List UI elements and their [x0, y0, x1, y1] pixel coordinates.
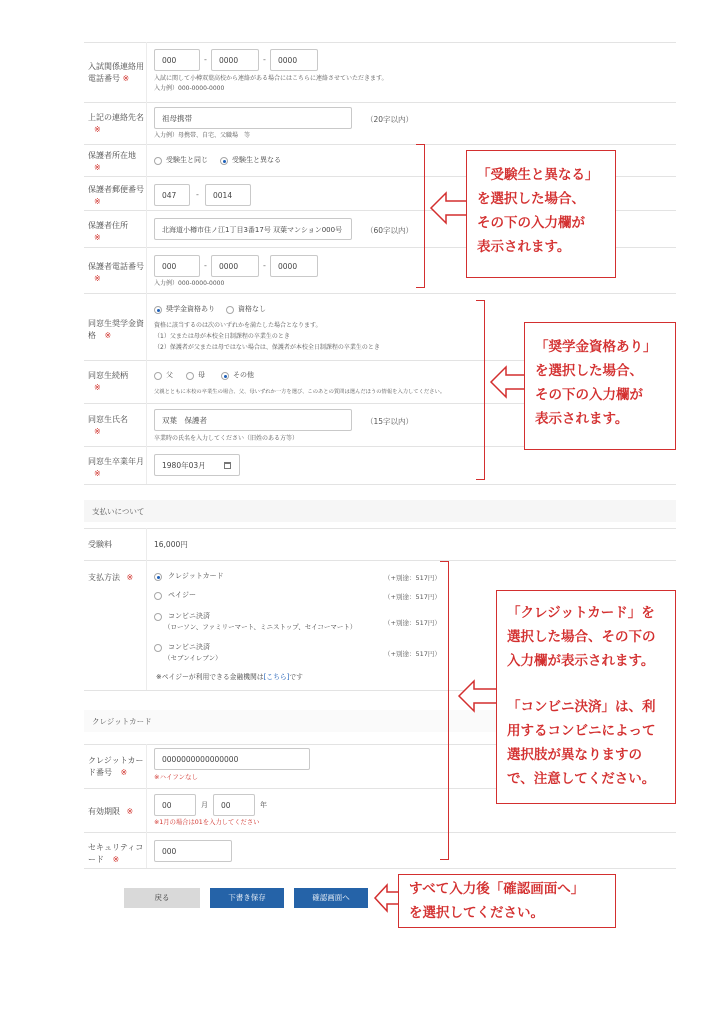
- column-divider: [146, 744, 147, 868]
- card-number-input[interactable]: 0000000000000000: [154, 748, 310, 770]
- scholarship-condition-1: （1）父または母が本校全日制課程の卒業生のとき: [154, 333, 290, 340]
- required-mark: ※: [126, 807, 134, 816]
- arrow-left-icon: [458, 680, 498, 712]
- guardian-different-radio[interactable]: [220, 157, 228, 165]
- scholarship-note: 資格に該当するのは次のいずれかを満たした場合となります。: [154, 322, 322, 329]
- payment-credit-label: クレジットカード: [168, 572, 224, 580]
- guardian-address-input[interactable]: 北海道小樽市住ノ江1丁目3番17号 双葉マンション000号: [154, 218, 352, 240]
- expiry-year-unit: 年: [260, 801, 267, 809]
- payment-seven-fee: （+別途：517円）: [384, 650, 441, 658]
- card-number-label: クレジットカー ド番号 ※: [88, 756, 144, 777]
- calendar-icon[interactable]: [224, 462, 231, 469]
- required-mark: ※: [94, 197, 101, 206]
- expiry-month-input[interactable]: 00: [154, 794, 196, 816]
- annotation-bracket: [416, 144, 425, 288]
- guardian-phone-part2-input[interactable]: 0000: [211, 255, 259, 277]
- relation-father-label: 父: [166, 371, 173, 379]
- required-mark: ※: [122, 74, 130, 83]
- card-number-note: ※ハイフンなし: [154, 773, 198, 781]
- payment-seven-label: コンビニ決済: [168, 643, 210, 651]
- contact-name-input[interactable]: 祖母携帯: [154, 107, 352, 129]
- alumni-name-input[interactable]: 双葉 保護者: [154, 409, 352, 431]
- payment-payeasy-label: ペイジー: [168, 591, 196, 599]
- contact-name-limit: （20字以内）: [366, 115, 414, 124]
- required-mark: ※: [94, 274, 101, 283]
- contact-name-note: 入力例）母携帯、自宅、父職場 等: [154, 132, 251, 139]
- contact-phone-label: 入試関係連絡用 電話番号 ※: [88, 62, 144, 83]
- payment-credit-fee: （+別途：517円）: [384, 574, 441, 582]
- expiry-month-unit: 月: [201, 801, 208, 809]
- relation-mother-radio[interactable]: [186, 372, 194, 380]
- confirm-button[interactable]: 確認画面へ: [294, 888, 368, 908]
- scholarship-condition-2: （2）保護者が父または母ではない場合は、保護者が本校全日制課程の卒業生のとき: [154, 344, 380, 351]
- guardian-same-radio[interactable]: [154, 157, 162, 165]
- required-mark: ※: [94, 469, 101, 478]
- required-mark: ※: [94, 163, 101, 172]
- scholarship-yes-label: 奨学金資格あり: [166, 305, 215, 313]
- divider: [84, 293, 676, 294]
- callout-confirm: すべて入力後「確認画面へ」 を選択してください。: [398, 874, 616, 928]
- dash-separator: -: [204, 55, 207, 64]
- callout-scholarship: 「奨学金資格あり」 を選択した場合、 その下の入力欄が 表示されます。: [524, 322, 676, 450]
- guardian-phone-part3-input[interactable]: 0000: [270, 255, 318, 277]
- exam-fee-label: 受験料: [88, 540, 112, 549]
- guardian-zip-part1-input[interactable]: 047: [154, 184, 190, 206]
- column-divider: [146, 42, 147, 484]
- payeasy-bank-note: ※ペイジーが利用できる金融機関は[こちら]です: [156, 673, 303, 681]
- dash-separator: -: [263, 261, 266, 270]
- expiry-note: ※1月の場合は01を入力してください: [154, 819, 260, 826]
- guardian-address-label: 保護者住所 ※: [88, 221, 128, 242]
- required-mark: ※: [126, 573, 134, 582]
- divider: [84, 868, 676, 869]
- back-button[interactable]: 戻る: [124, 888, 200, 908]
- required-mark: ※: [94, 427, 101, 436]
- scholarship-no-radio[interactable]: [226, 306, 234, 314]
- dash-separator: -: [196, 190, 199, 199]
- relation-other-radio[interactable]: [221, 372, 229, 380]
- exam-fee-value: 16,000円: [154, 540, 188, 549]
- scholarship-yes-radio[interactable]: [154, 306, 162, 314]
- payment-section-header: [84, 500, 676, 522]
- security-code-label: セキュリティコ ード ※: [88, 843, 144, 864]
- guardian-zip-part2-input[interactable]: 0014: [205, 184, 251, 206]
- arrow-left-icon: [374, 884, 400, 912]
- divider: [84, 42, 676, 43]
- payment-konbini-label: コンビニ決済: [168, 612, 210, 620]
- payment-method-label: 支払方法 ※: [88, 573, 134, 582]
- alumni-grad-input[interactable]: 1980年03月: [154, 454, 240, 476]
- required-mark: ※: [94, 125, 101, 134]
- save-draft-button[interactable]: 下書き保存: [210, 888, 284, 908]
- contact-phone-note: 入試に関して小樽双葉高校から連絡がある場合にはこちらに連絡させていただきます。: [154, 75, 388, 82]
- divider: [84, 144, 676, 145]
- guardian-phone-part1-input[interactable]: 000: [154, 255, 200, 277]
- guardian-zip-label: 保護者郵便番号 ※: [88, 185, 144, 206]
- guardian-phone-label: 保護者電話番号 ※: [88, 262, 144, 283]
- required-mark: ※: [104, 331, 112, 340]
- expiry-year-input[interactable]: 00: [213, 794, 255, 816]
- divider: [84, 832, 676, 833]
- annotation-bracket: [440, 561, 449, 860]
- expiry-label: 有効期限 ※: [88, 807, 134, 816]
- guardian-address-limit: （60字以内）: [366, 226, 414, 235]
- divider: [84, 560, 676, 561]
- guardian-location-label: 保護者所在地 ※: [88, 151, 136, 172]
- contact-phone-example: 入力例）000-0000-0000: [154, 85, 225, 92]
- scholarship-no-label: 資格なし: [238, 305, 266, 313]
- arrow-left-icon: [430, 192, 468, 224]
- alumni-name-note: 卒業時の氏名を入力してください（旧姓のある方等）: [154, 435, 299, 442]
- payment-credit-radio[interactable]: [154, 573, 162, 581]
- required-mark: ※: [94, 383, 101, 392]
- dash-separator: -: [204, 261, 207, 270]
- payment-payeasy-fee: （+別途：517円）: [384, 593, 441, 601]
- guardian-different-label: 受験生と異なる: [232, 156, 281, 164]
- security-code-input[interactable]: 000: [154, 840, 232, 862]
- guardian-phone-example: 入力例）000-0000-0000: [154, 280, 225, 287]
- payment-konbini-radio[interactable]: [154, 613, 162, 621]
- dash-separator: -: [263, 55, 266, 64]
- alumni-name-limit: （15字以内）: [366, 417, 414, 426]
- required-mark: ※: [112, 855, 120, 864]
- payeasy-bank-link[interactable]: [こちら]: [263, 673, 290, 681]
- payment-payeasy-radio[interactable]: [154, 592, 162, 600]
- payment-konbini-fee: （+別途：517円）: [384, 619, 441, 627]
- required-mark: ※: [94, 233, 101, 242]
- callout-guardian-location: 「受験生と異なる」 を選択した場合、 その下の入力欄が 表示されます。: [466, 150, 616, 278]
- contact-phone-part3-input[interactable]: 0000: [270, 49, 318, 71]
- alumni-relation-label: 同窓生続柄 ※: [88, 371, 128, 392]
- divider: [84, 528, 676, 529]
- contact-name-label: 上記の連絡先名 ※: [88, 113, 144, 134]
- divider: [84, 484, 676, 485]
- callout-payment-method: 「クレジットカード」を 選択した場合、その下の 入力欄が表示されます。 「コンビニ決済」は、利 用するコンビニによって 選択肢が異なりますの で、注意してください。: [496, 590, 676, 804]
- payment-seven-stores: （セブンイレブン）: [164, 654, 222, 662]
- required-mark: ※: [120, 768, 128, 777]
- credit-section-title: クレジットカード: [92, 717, 152, 726]
- relation-mother-label: 母: [198, 371, 205, 379]
- alumni-grad-label: 同窓生卒業年月 ※: [88, 457, 144, 478]
- payment-konbini-stores: （ローソン、ファミリーマート、ミニストップ、セイコーマート）: [164, 623, 357, 631]
- alumni-name-label: 同窓生氏名 ※: [88, 415, 128, 436]
- column-divider: [146, 528, 147, 690]
- guardian-same-label: 受験生と同じ: [166, 156, 208, 164]
- payment-section-title: 支払いについて: [92, 507, 145, 516]
- contact-phone-part1-input[interactable]: 000: [154, 49, 200, 71]
- contact-phone-part2-input[interactable]: 0000: [211, 49, 259, 71]
- relation-father-radio[interactable]: [154, 372, 162, 380]
- annotation-bracket: [476, 300, 485, 480]
- relation-other-label: その他: [233, 371, 254, 379]
- arrow-left-icon: [490, 366, 528, 398]
- alumni-relation-note: 父親とともに本校の卒業生の場合、父、母いずれか一方を選び、このあとの質問は選んだほうの情報を入力してください。: [154, 389, 446, 395]
- scholarship-label: 同窓生奨学金資 格 ※: [88, 319, 144, 340]
- payment-seven-radio[interactable]: [154, 644, 162, 652]
- divider: [84, 102, 676, 103]
